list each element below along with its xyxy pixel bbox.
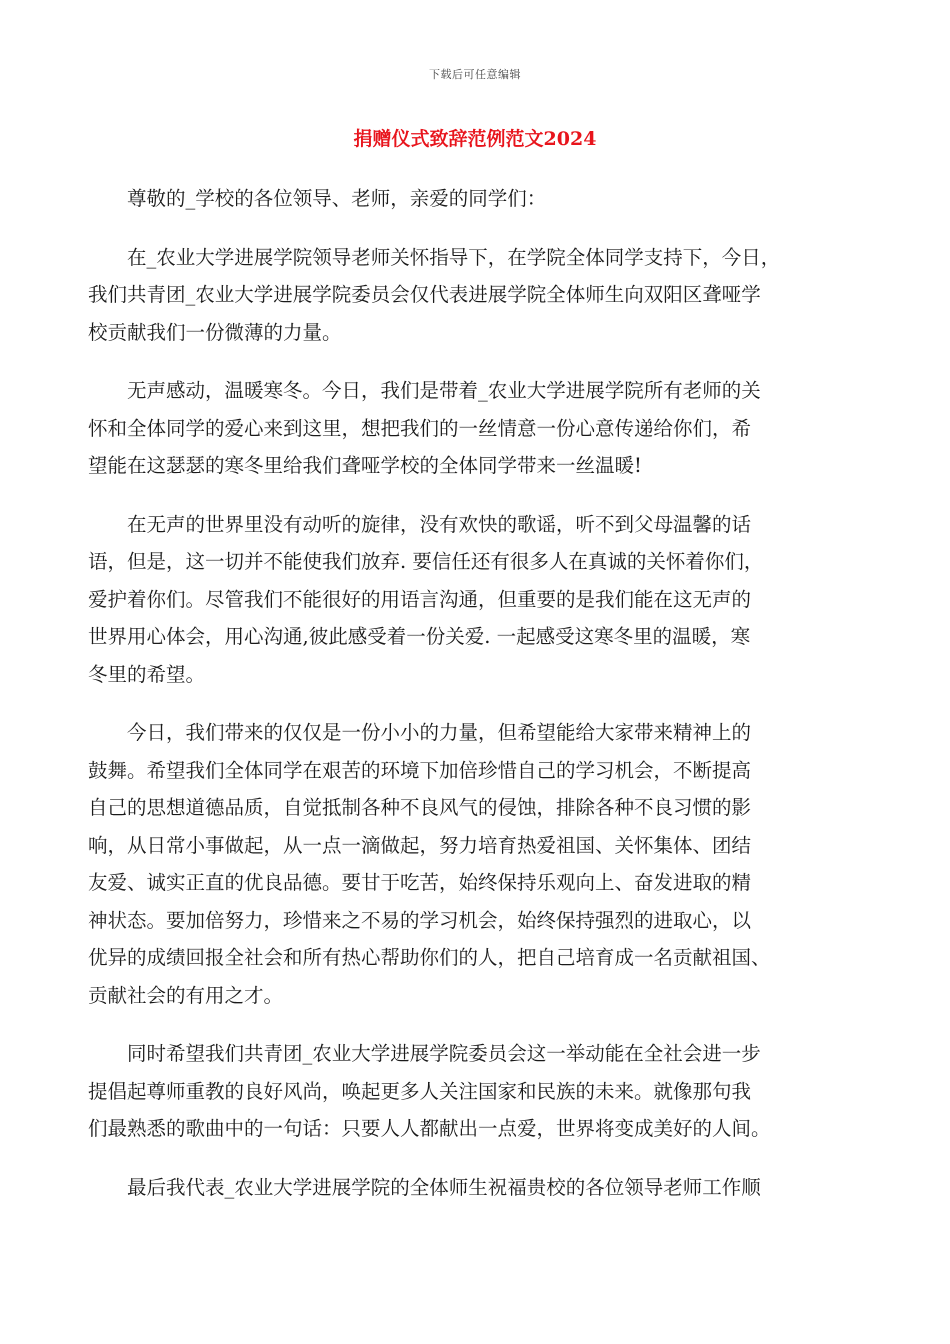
paragraph-line: 爱护着你们。尽管我们不能很好的用语言沟通，但重要的是我们能在这无声的 [88, 587, 752, 611]
paragraph-line: 自己的思想道德品质，自觉抵制各种不良风气的侵蚀，排除各种不良习惯的影 [88, 796, 752, 819]
paragraph-line: 我们共青团_农业大学进展学院委员会仅代表进展学院全体师生向双阳区聋哑学 [88, 283, 761, 306]
paragraph [88, 1169, 870, 1207]
paragraph-line: 同时希望我们共青团_农业大学进展学院委员会这一举动能在全社会进一步 [127, 1042, 761, 1065]
paragraph [88, 239, 870, 352]
paragraph-line: 优异的成绩回报全社会和所有热心帮助你们的人，把自己培育成一名贡献祖国、 [88, 946, 771, 969]
paragraph-line: 友爱、诚实正直的优良品德。要甘于吃苦，始终保持乐观向上、奋发进取的精 [88, 871, 752, 894]
paragraph [88, 1035, 870, 1148]
paragraph-line: 们最熟悉的歌曲中的一句话：只要人人都献出一点爱，世界将变成美好的人间。 [88, 1117, 771, 1140]
paragraph-line: 提倡起尊师重教的良好风尚，唤起更多人关注国家和民族的未来。就像那句我 [88, 1079, 752, 1103]
paragraph [88, 372, 870, 485]
paragraph-line: 最后我代表_农业大学进展学院的全体师生祝福贵校的各位领导老师工作顺 [127, 1175, 761, 1199]
paragraph [88, 180, 870, 218]
paragraph-line: 贡献社会的有用之才。 [88, 983, 284, 1007]
paragraph-line: 今日，我们带来的仅仅是一份小小的力量，但希望能给大家带来精神上的 [127, 721, 752, 744]
paragraph-line: 响，从日常小事做起，从一点一滴做起，努力培育热爱祖国、关怀集体、团结 [88, 833, 752, 857]
paragraph-line: 尊敬的_学校的各位领导、老师，亲爱的同学们： [127, 187, 547, 210]
paragraph-line: 怀和全体同学的爱心来到这里，想把我们的一丝情意一份心意传递给你们，希 [88, 416, 752, 440]
paragraph-line: 神状态。要加倍努力，珍惜来之不易的学习机会，始终保持强烈的进取心，以 [88, 908, 752, 932]
document-body [88, 180, 870, 1227]
paragraph [88, 506, 870, 694]
paragraph-line: 在_农业大学进展学院领导老师关怀指导下，在学院全体同学支持下，今日， [127, 245, 781, 269]
document-title: 捐赠仪式致辞范例范文2024 [353, 128, 597, 150]
paragraph-line: 冬里的希望。 [88, 662, 206, 686]
paragraph-line: 无声感动，温暖寒冬。今日，我们是带着_农业大学进展学院所有老师的关 [127, 379, 761, 402]
paragraph-line: 望能在这瑟瑟的寒冬里给我们聋哑学校的全体同学带来一丝温暖! [88, 454, 642, 477]
paragraph-line: 在无声的世界里没有动听的旋律，没有欢快的歌谣，听不到父母温馨的话 [127, 512, 752, 536]
paragraph-line: 语，但是，这一切并不能使我们放弃. 要信任还有很多人在真诚的关怀着你们， [88, 550, 764, 573]
paragraph [88, 714, 870, 1014]
header-note: 下载后可任意编辑 [429, 68, 521, 81]
paragraph-line: 校贡献我们一份微薄的力量。 [88, 320, 342, 344]
paragraph-line: 鼓舞。希望我们全体同学在艰苦的环境下加倍珍惜自己的学习机会，不断提高 [88, 758, 752, 782]
paragraph-line: 世界用心体会，用心沟通,彼此感受着一份关爱. 一起感受这寒冬里的温暖，寒 [88, 625, 751, 648]
